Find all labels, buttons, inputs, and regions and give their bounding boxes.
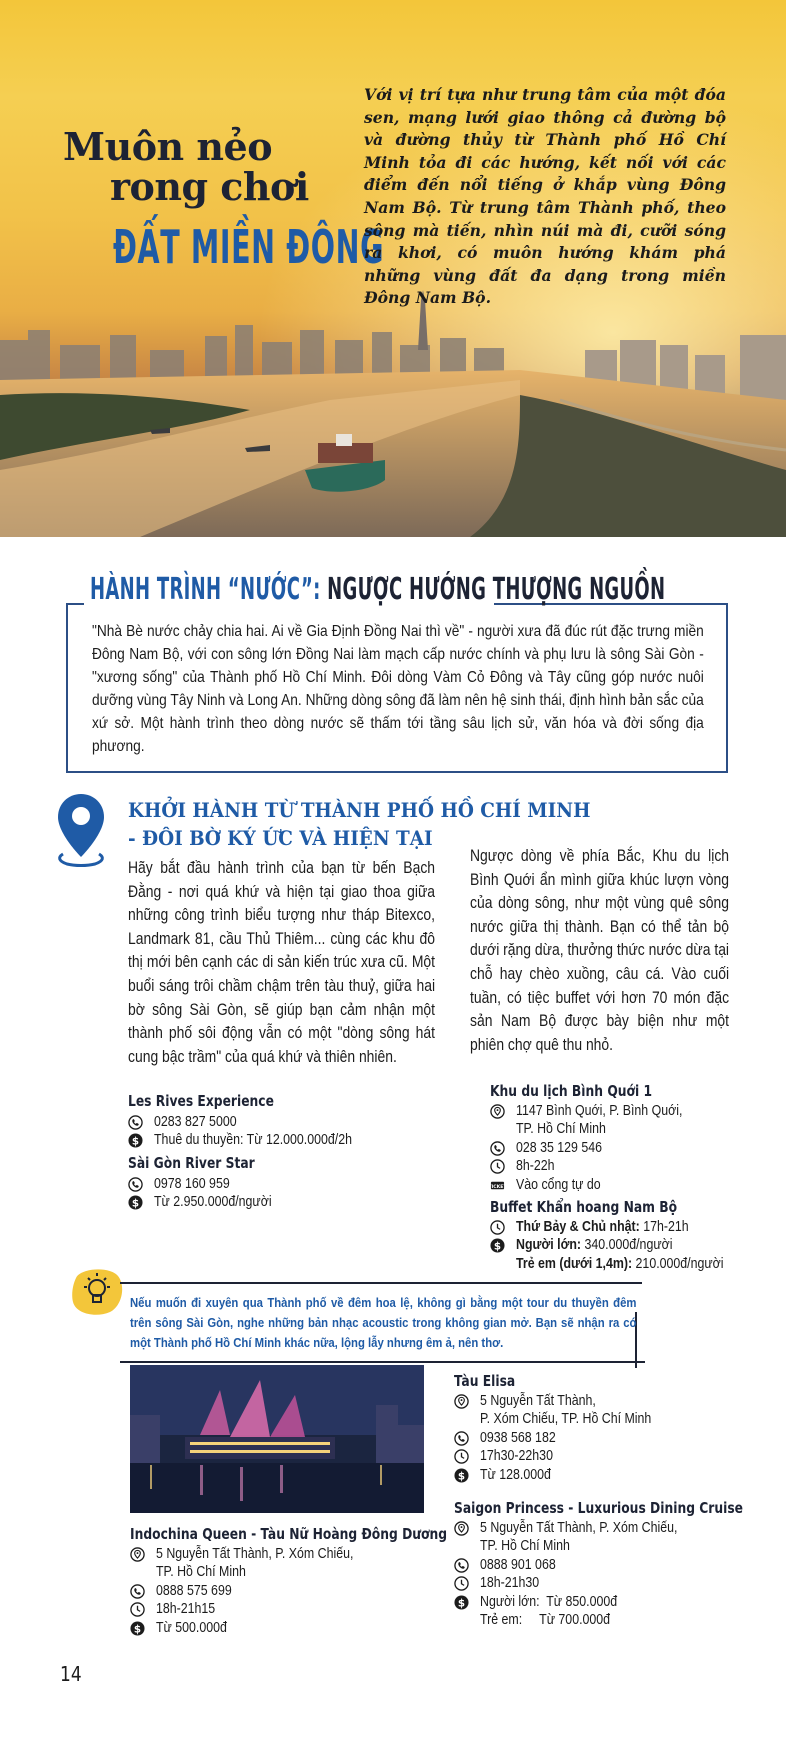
address-line2: TP. Hồ Chí Minh	[156, 1564, 246, 1581]
child-label: Trẻ em (dưới 1,4m):	[516, 1255, 633, 1272]
opening-hours: 8h-22h	[516, 1158, 555, 1175]
phone-icon	[128, 1177, 143, 1192]
venue-name: Tàu Elisa	[454, 1372, 516, 1390]
map-pin-icon	[130, 1547, 145, 1562]
address-line1: 5 Nguyễn Tất Thành, P. Xóm Chiếu,	[156, 1546, 354, 1562]
price-icon	[454, 1595, 469, 1610]
hero-banner	[0, 0, 786, 537]
clock-icon	[490, 1159, 505, 1174]
location-pin-icon	[55, 792, 107, 868]
price: Từ 128.000đ	[480, 1466, 551, 1483]
binh-quoi-info	[490, 1082, 710, 1194]
depart-right-paragraph: Ngược dòng về phía Bắc, Khu du lịch Bình Quới ẩn mình giữa khúc lượn vòng của dòng sông, như một vùng quê sông nước giữa thị thành. Bạn có thể tản bộ dưới rặng dừa, thưởng thức nước dừa tại chỗ hay chèo xuồng, câu cá. Vào cuối tuần, có tiệc buffet với hơn 70 món đặc sản Nam Bộ được bày biện như một phiên chợ quê thu nhỏ.	[470, 847, 730, 1054]
cruise-ship-photo	[130, 1365, 424, 1513]
saigon-princess-info	[454, 1499, 786, 1629]
child-price: Trẻ em: Từ 700.000đ	[480, 1612, 611, 1629]
tip-text: Nếu muốn đi xuyên qua Thành phố về đêm hoa lệ, không gì bằng một tour du thuyền đêm trên sông Sài Gòn, nghe những bản nhạc acoustic trong không gian mở. Bạn sẽ nhận ra có một Thành phố Hồ Chí Minh khác nữa, lộng lẫy nhưng êm ả, nên thơ.	[130, 1296, 637, 1350]
buffet-info	[490, 1198, 757, 1273]
adult-label: Người lớn:	[516, 1237, 582, 1254]
adult-price: 340.000đ/người	[581, 1237, 673, 1254]
opening-hours: 18h-21h15	[156, 1601, 216, 1618]
price: Thuê du thuyền: Từ 12.000.000đ/2h	[154, 1132, 352, 1149]
address-line1: 1147 Bình Quới, P. Bình Quới,	[516, 1103, 683, 1119]
price: Từ 500.000đ	[156, 1619, 227, 1636]
adult-price: Người lớn: Từ 850.000đ	[480, 1593, 618, 1610]
clock-icon	[454, 1576, 469, 1591]
ticket-icon	[490, 1178, 505, 1193]
price-icon	[490, 1238, 505, 1253]
hours-label: Thứ Bảy & Chủ nhật:	[516, 1219, 640, 1235]
address-line2: P. Xóm Chiếu, TP. Hồ Chí Minh	[480, 1411, 652, 1428]
phone-number: 0938 568 182	[480, 1429, 556, 1446]
lightbulb-icon	[70, 1268, 124, 1316]
phone-number: 0888 901 068	[480, 1556, 556, 1573]
clock-icon	[130, 1602, 145, 1617]
water-journey-title-part2: NGƯỢC HƯỚNG THƯỢNG NGUỒN	[327, 572, 666, 607]
phone-icon	[454, 1431, 469, 1446]
venue-name: Saigon Princess - Luxurious Dining Cruise	[454, 1499, 744, 1517]
elisa-info	[454, 1372, 679, 1484]
phone-icon	[128, 1115, 143, 1130]
clock-icon	[490, 1220, 505, 1235]
phone-icon	[130, 1584, 145, 1599]
venue-name: Indochina Queen - Tàu Nữ Hoàng Đông Dương	[130, 1525, 448, 1543]
venue-name: Les Rives Experience	[128, 1092, 274, 1110]
phone-number: 0283 827 5000	[154, 1114, 237, 1130]
opening-hours: 18h-21h30	[480, 1575, 540, 1592]
price: Từ 2.950.000đ/người	[154, 1194, 272, 1211]
phone-number: 028 35 129 546	[516, 1139, 603, 1156]
venue-name: Sài Gòn River Star	[128, 1154, 255, 1172]
venue-name: Buffet Khẩn hoang Nam Bộ	[490, 1198, 678, 1216]
price-icon	[128, 1195, 143, 1210]
phone-icon	[490, 1141, 505, 1156]
hero-intro-text: Với vị trí tựa như trung tâm của một đóa sen, mạng lưới giao thông cả đường bộ và đường thủy từ Thành phố Hồ Chí Minh tỏa đi các hướng, kết nối với các điểm đến nổi tiếng ở khắp vùng Đông Nam Bộ. Từ trung tâm Thành phố, theo sông mà tiến, nhìn núi mà đi, cưỡi sóng ra khơi, có muôn hướng khám phá những vùng đất đa dạng trong miền Đông Nam Bộ.	[364, 85, 726, 308]
hero-title-line2: rong chơi	[110, 164, 309, 209]
address-line1: 5 Nguyễn Tất Thành, P. Xóm Chiếu,	[480, 1520, 678, 1536]
address-line2: TP. Hồ Chí Minh	[516, 1121, 606, 1138]
child-price: 210.000đ/người	[632, 1255, 724, 1272]
water-journey-body: "Nhà Bè nước chảy chia hai. Ai về Gia Định Đồng Nai thì về" - người xưa đã đúc rút đặc trưng miền Đông Nam Bộ, với con sông lớn Đồng Nai làm mạch cấp nước chính và phụ lưu là sông Sài Gòn - "xương sống" của Thành phố Hồ Chí Minh. Đôi dòng Vàm Cỏ Đông và Tây cũng góp nước nuôi dưỡng vùng Tây Ninh và Long An. Những dòng sông đã làm nên hệ sinh thái, định hình bản sắc của xứ sở. Một hành trình theo dòng nước sẽ thấm tới tầng sâu lịch sử, văn hóa và đời sống địa phương.	[92, 623, 704, 755]
phone-number: 0888 575 699	[156, 1582, 232, 1599]
map-pin-icon	[454, 1394, 469, 1409]
hero-title-highlight: ĐẤT MIỀN ĐÔNG	[113, 220, 385, 274]
price-icon	[454, 1468, 469, 1483]
ticket-info: Vào cổng tự do	[516, 1176, 601, 1193]
water-journey-title	[90, 572, 665, 607]
opening-hours: 17h-21h	[639, 1219, 689, 1235]
venue-name: Khu du lịch Bình Quới 1	[490, 1082, 653, 1100]
phone-icon	[454, 1558, 469, 1573]
map-pin-icon	[454, 1521, 469, 1536]
price-icon	[128, 1133, 143, 1148]
map-pin-icon	[490, 1104, 505, 1119]
depart-heading: KHỞI HÀNH TỪ THÀNH PHỐ HỒ CHÍ MINH - ĐÔI BỜ KÝ ỨC VÀ HIỆN TẠI	[128, 798, 591, 850]
les-rives-info	[128, 1092, 384, 1150]
river-star-info	[128, 1154, 291, 1212]
hero-title-line1: Muôn nẻo	[63, 124, 273, 169]
depart-left-paragraph: Hãy bắt đầu hành trình của bạn từ bến Bạch Đằng - nơi quá khứ và hiện tại giao thoa giữa những công trình biểu tượng như tháp Bitexco, Landmark 81, cầu Thủ Thiêm... cùng các khu đô thị mới bên cạnh các di sản kiến trúc xưa cũ. Một buổi sáng trôi chầm chậm trên tàu thuỷ, giữa hai bờ sông Sài Gòn, sẽ giúp bạn cảm nhận một thành phố sôi động vẫn có một "dòng sông hát cung bậc trầm" của quá khứ và thiên nhiên.	[128, 859, 436, 1066]
water-journey-title-part1: HÀNH TRÌNH “NƯỚC”:	[90, 572, 321, 607]
page-number: 14	[60, 1662, 82, 1686]
phone-number: 0978 160 959	[154, 1176, 230, 1192]
address-line1: 5 Nguyễn Tất Thành,	[480, 1393, 596, 1409]
price-icon	[130, 1621, 145, 1636]
opening-hours: 17h30-22h30	[480, 1448, 553, 1465]
clock-icon	[454, 1449, 469, 1464]
address-line2: TP. Hồ Chí Minh	[480, 1538, 570, 1555]
